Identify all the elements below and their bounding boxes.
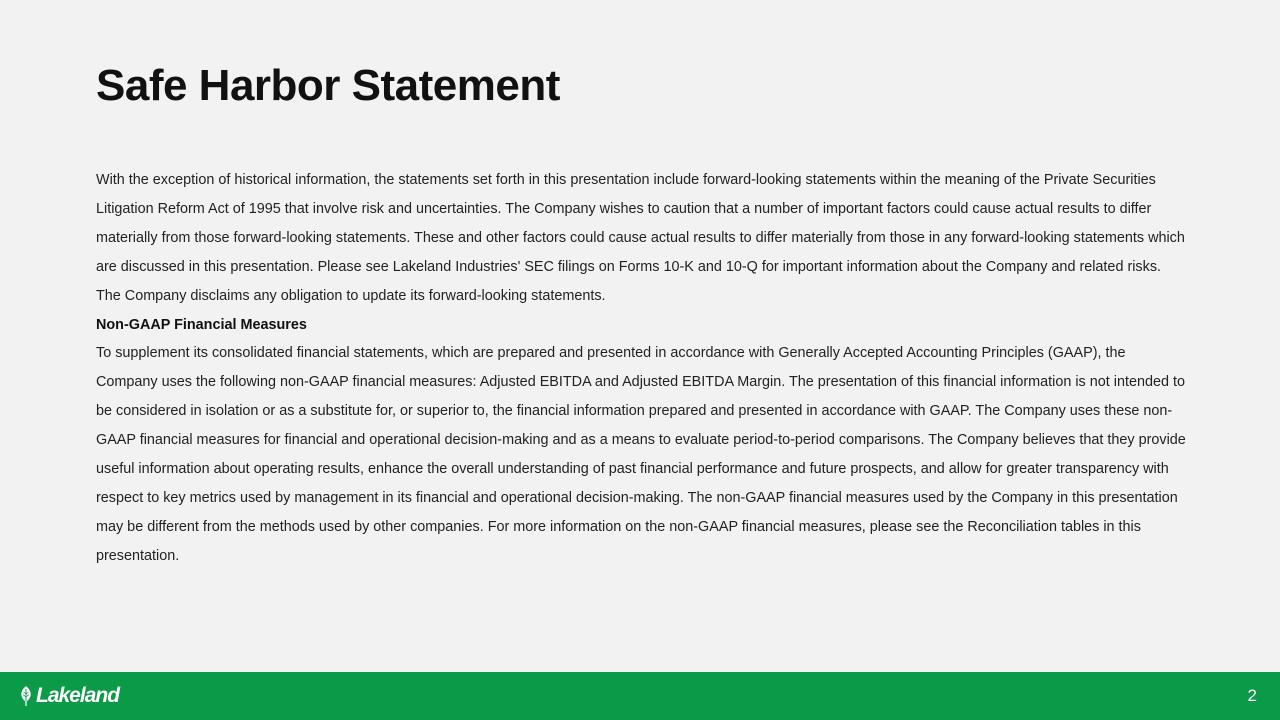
slide-body (96, 166, 1186, 571)
non-gaap-paragraph: To supplement its consolidated financial statements, which are prepared and presented in accordance with Generally Accepted Accounting Principles (GAAP), the Company uses the following non-GAAP financial measures: Adjusted EBITDA and Adjusted EBITDA Margin. The presentation of this financial information is not intended to be considered in isolation or as a substitute for, or superior to, the financial information prepared and presented in accordance with GAAP. The Company uses these non-GAAP financial measures for financial and operational decision-making and as a means to evaluate period-to-period comparisons. The Company believes that they provide useful information about operating results, enhance the overall understanding of past financial performance and future prospects, and allow for greater transparency with respect to key metrics used by management in its financial and operational decision-making. The non-GAAP financial measures used by the Company in this presentation may be different from the methods used by other companies. For more information on the non-GAAP financial measures, please see the Reconciliation tables in this presentation. (96, 345, 1186, 564)
lakeland-logo (19, 684, 119, 708)
page-title: Safe Harbor Statement (96, 61, 560, 110)
safe-harbor-paragraph: With the exception of historical information, the statements set forth in this presentation include forward-looking statements within the meaning of the Private Securities Litigation Reform Act of 1995 that involve risk and uncertainties. The Company wishes to caution that a number of important factors could cause actual results to differ materially from those forward-looking statements. These and other factors could cause actual results to differ materially from those in any forward-looking statements which are discussed in this presentation. Please see Lakeland Industries' SEC filings on Forms 10-K and 10-Q for important information about the Company and related risks. The Company disclaims any obligation to update its forward-looking statements. (96, 172, 1185, 304)
non-gaap-heading: Non-GAAP Financial Measures (96, 316, 307, 333)
leaf-icon (19, 686, 33, 706)
page-number: 2 (1247, 686, 1257, 705)
logo-text: Lakeland (36, 684, 120, 707)
footer-bar (0, 672, 1280, 720)
